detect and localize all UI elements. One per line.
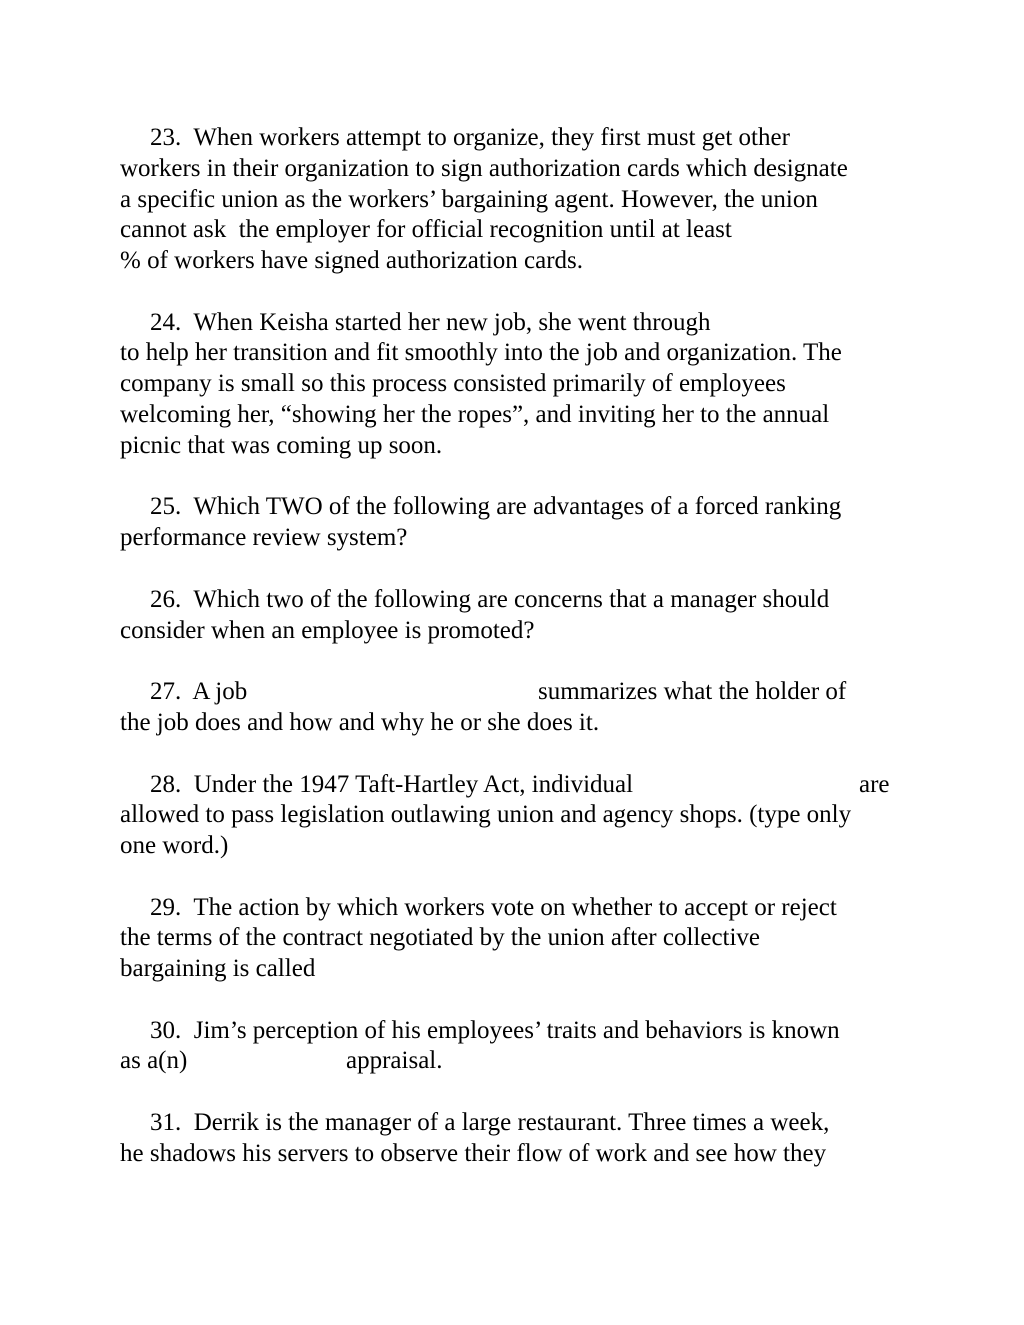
- question-number: 29.: [150, 894, 182, 921]
- question-29-first-line: [150, 892, 837, 923]
- question-number: 25.: [150, 493, 182, 520]
- question-text-line: one word.): [120, 832, 229, 859]
- question-number: 23.: [150, 124, 182, 151]
- question-text-line: the job does and how and why he or she does it.: [120, 709, 600, 736]
- question-23-first-line: [150, 122, 790, 153]
- question-number: 24.: [150, 309, 182, 336]
- question-text: Which two of the following are concerns that a manager should: [193, 586, 830, 613]
- question-text: Which TWO of the following are advantages of a forced ranking: [193, 493, 842, 520]
- question-text: When workers attempt to organize, they first must get other: [193, 124, 790, 151]
- question-text-line: workers in their organization to sign authorization cards which designate: [120, 155, 848, 182]
- question-number: 31.: [150, 1109, 182, 1136]
- question-text-line: welcoming her, “showing her the ropes”, and inviting her to the annual: [120, 401, 830, 428]
- question-text: When Keisha started her new job, she went through: [193, 309, 711, 336]
- question-number: 28.: [150, 771, 182, 798]
- question-text-line: the terms of the contract negotiated by the union after collective: [120, 924, 761, 951]
- question-text-line: allowed to pass legislation outlawing union and agency shops. (type only: [120, 801, 852, 828]
- question-text-line: company is small so this process consisted primarily of employees: [120, 370, 786, 397]
- question-text-after-blank: appraisal.: [346, 1047, 443, 1074]
- question-30-first-line: [150, 1015, 840, 1046]
- question-text: The action by which workers vote on whether to accept or reject: [193, 894, 837, 921]
- question-text: Under the 1947 Taft-Hartley Act, individual: [193, 771, 634, 798]
- question-26-first-line: [150, 584, 829, 615]
- question-text-line: cannot ask the employer for official recognition until at least: [120, 216, 732, 243]
- question-text-line: bargaining is called: [120, 955, 316, 982]
- question-text-line: he shadows his servers to observe their flow of work and see how they: [120, 1140, 827, 1167]
- question-number: 27.: [150, 678, 182, 705]
- question-text-line: picnic that was coming up soon.: [120, 432, 443, 459]
- question-text: Jim’s perception of his employees’ traits and behaviors is known: [193, 1017, 840, 1044]
- question-text-line: to help her transition and fit smoothly into the job and organization. The: [120, 339, 842, 366]
- question-number: 30.: [150, 1017, 182, 1044]
- question-25-first-line: [150, 491, 841, 522]
- question-text-line: consider when an employee is promoted?: [120, 617, 535, 644]
- question-text: A job: [192, 678, 248, 705]
- question-text: Derrik is the manager of a large restaurant. Three times a week,: [193, 1109, 830, 1136]
- question-text-line: a specific union as the workers’ bargaining agent. However, the union: [120, 186, 818, 213]
- question-24-first-line: [150, 307, 711, 338]
- question-text-after-blank: are: [859, 771, 890, 798]
- question-31-first-line: [150, 1107, 829, 1138]
- question-number: 26.: [150, 586, 182, 613]
- question-text-line: % of workers have signed authorization cards.: [120, 247, 584, 274]
- question-text-line: as a(n): [120, 1047, 188, 1074]
- question-text-line: performance review system?: [120, 524, 408, 551]
- question-27-first-line: [150, 676, 247, 707]
- question-text-after-blank: summarizes what the holder of: [538, 678, 847, 705]
- question-28-first-line: [150, 769, 633, 800]
